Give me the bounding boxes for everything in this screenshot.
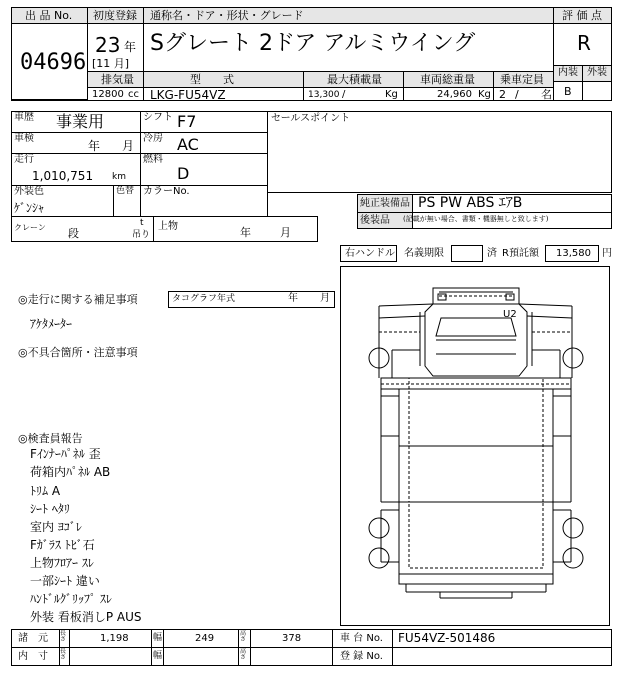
interior-label: 内装 [558, 67, 578, 78]
grade-label: 評 価 点 [562, 9, 602, 22]
history-label: 車歴 [14, 112, 34, 123]
displacement-unit: cc [128, 89, 139, 100]
chassis-label: 車 台 No. [340, 633, 383, 644]
width-label: 幅 [153, 633, 163, 643]
driving-notes-title: ◎走行に関する補足事項 [18, 293, 138, 306]
ac-value: AC [177, 135, 199, 154]
model-value: LKG-FU54VZ [150, 88, 226, 102]
outer-width: 249 [195, 633, 215, 644]
reg-year: 23 [95, 33, 121, 57]
gross-weight-label: 車両総重量 [420, 73, 475, 86]
height-label: 高さ [240, 648, 247, 661]
exterior-grade-cell [582, 81, 612, 101]
inner-dim-label: 内 寸 [18, 651, 48, 662]
max-load-unit: Kg [385, 89, 398, 100]
max-load-label: 最大積載量 [327, 73, 382, 86]
inspector-title: ◎検査員報告 [18, 432, 83, 445]
upper-label: 上物 [158, 221, 178, 232]
inspector-line: 上物ﾌﾛｱｰ ｽﾚ [30, 556, 94, 570]
color-no-label: カラーNo. [143, 186, 190, 197]
equipment-label: 純正装備品 [360, 198, 410, 209]
damage-mark-u2: U2 [503, 309, 517, 320]
car-name: Sグレート 2ドア アルミウイング [150, 31, 476, 56]
history-value: 事業用 [56, 112, 105, 131]
lot-number: 04696 [20, 50, 87, 75]
tachograph-year: 年 [288, 293, 298, 304]
reg-label: 登 録 No. [340, 651, 383, 662]
r-amount: 13,580 [556, 248, 591, 259]
retrofit-note: (記載が無い場合、書類・機器無しと致します) [403, 215, 549, 223]
length-label: 長さ [60, 630, 67, 643]
inspector-line: 荷箱内ﾊﾟﾈﾙ AB [30, 465, 111, 479]
outer-height: 378 [282, 633, 302, 644]
tachograph-label: タコグラフ年式 [172, 294, 236, 304]
grade-value: R [577, 31, 591, 55]
defects-title: ◎不具合箇所・注意事項 [18, 346, 138, 359]
inspector-line: 室内 ﾖｺﾞﾚ [30, 520, 82, 534]
crane-lift: 吊り [132, 230, 151, 240]
driving-note: ｱｹﾀﾒｰﾀｰ [30, 317, 73, 331]
max-load-slash: / [342, 89, 346, 100]
retrofit-label: 後装品 [360, 215, 390, 226]
inspection-month: 月 [122, 139, 135, 153]
upper-month: 月 [280, 226, 291, 239]
title-cell [451, 245, 483, 262]
shift-value: F7 [177, 112, 197, 131]
interior-grade: B [564, 85, 572, 98]
displacement-label: 排気量 [101, 73, 134, 86]
yen-unit: 円 [602, 248, 612, 259]
capacity-value: 2 [499, 88, 506, 101]
exterior-label: 外装 [587, 67, 607, 78]
sales-point-label: セールスポイント [271, 113, 351, 124]
length-label: 長さ [60, 648, 67, 661]
mileage-label: 走行 [14, 154, 34, 165]
equipment-value: PS PW ABS ｴｱB [418, 195, 523, 211]
inspector-line: ｼｰﾄ ﾍﾀﾘ [30, 502, 70, 516]
max-load-value: 13,300 [308, 90, 340, 100]
title-label: 名義期限 [404, 248, 444, 259]
inspector-line: ﾊﾝﾄﾞﾙｸﾞﾘｯﾌﾟ ｽﾚ [30, 592, 112, 606]
inspector-line: 一部ｼｰﾄ 違い [30, 574, 100, 588]
gross-weight-unit: Kg [478, 89, 491, 100]
width-label: 幅 [153, 651, 163, 661]
crane-label: クレーン [14, 223, 46, 232]
first-reg-label: 初度登録 [93, 9, 137, 22]
gross-weight-value: 24,960 [437, 89, 472, 100]
model-label: 型 式 [190, 73, 234, 86]
inspector-line: 外装 看板消しP AUS [30, 610, 142, 624]
inspector-line: Fｲﾝﾅｰﾊﾟﾈﾙ 歪 [30, 447, 101, 461]
color-change-label: 色替 [116, 186, 135, 196]
crane-stage: 段 [68, 227, 79, 240]
mileage-value: 1,010,751 [32, 169, 94, 183]
name-label: 通称名・ドア・形状・グレード [150, 9, 304, 22]
tachograph-month: 月 [320, 293, 330, 304]
fuel-value: D [177, 164, 190, 183]
outer-length: 1,198 [100, 633, 129, 644]
fuel-label: 燃料 [143, 154, 163, 165]
reg-month: [11 月] [92, 57, 130, 70]
chassis-value: FU54VZ-501486 [398, 631, 496, 645]
outer-dim-label: 諸 元 [18, 633, 48, 644]
inspector-line: ﾄﾘﾑ A [30, 484, 61, 498]
lot-label: 出 品 No. [25, 9, 73, 22]
mileage-unit: km [112, 172, 126, 182]
color-value: ｹﾞﾝｼｬ [14, 201, 45, 215]
recycle-status: 済 [487, 248, 497, 259]
truck-diagram-icon [340, 266, 610, 626]
capacity-label: 乗車定員 [500, 73, 544, 86]
crane-t: t [140, 218, 144, 228]
displacement-value: 12800 [92, 89, 124, 100]
inspection-year: 年 [88, 139, 101, 153]
reg-year-unit: 年 [124, 40, 137, 54]
handle-value: 右ハンドル [345, 248, 395, 259]
capacity-unit: 名 [541, 88, 552, 101]
ac-label: 冷房 [143, 133, 163, 144]
color-label: 外装色 [14, 186, 44, 197]
shift-label: シフト [143, 112, 173, 123]
inspector-line: Fｶﾞﾗｽ ﾄﾋﾞ石 [30, 538, 95, 552]
r-label: R預託額 [502, 248, 539, 259]
inspection-label: 車検 [14, 133, 34, 144]
upper-year: 年 [240, 226, 251, 239]
height-label: 高さ [240, 630, 247, 643]
capacity-slash: / [515, 88, 519, 101]
